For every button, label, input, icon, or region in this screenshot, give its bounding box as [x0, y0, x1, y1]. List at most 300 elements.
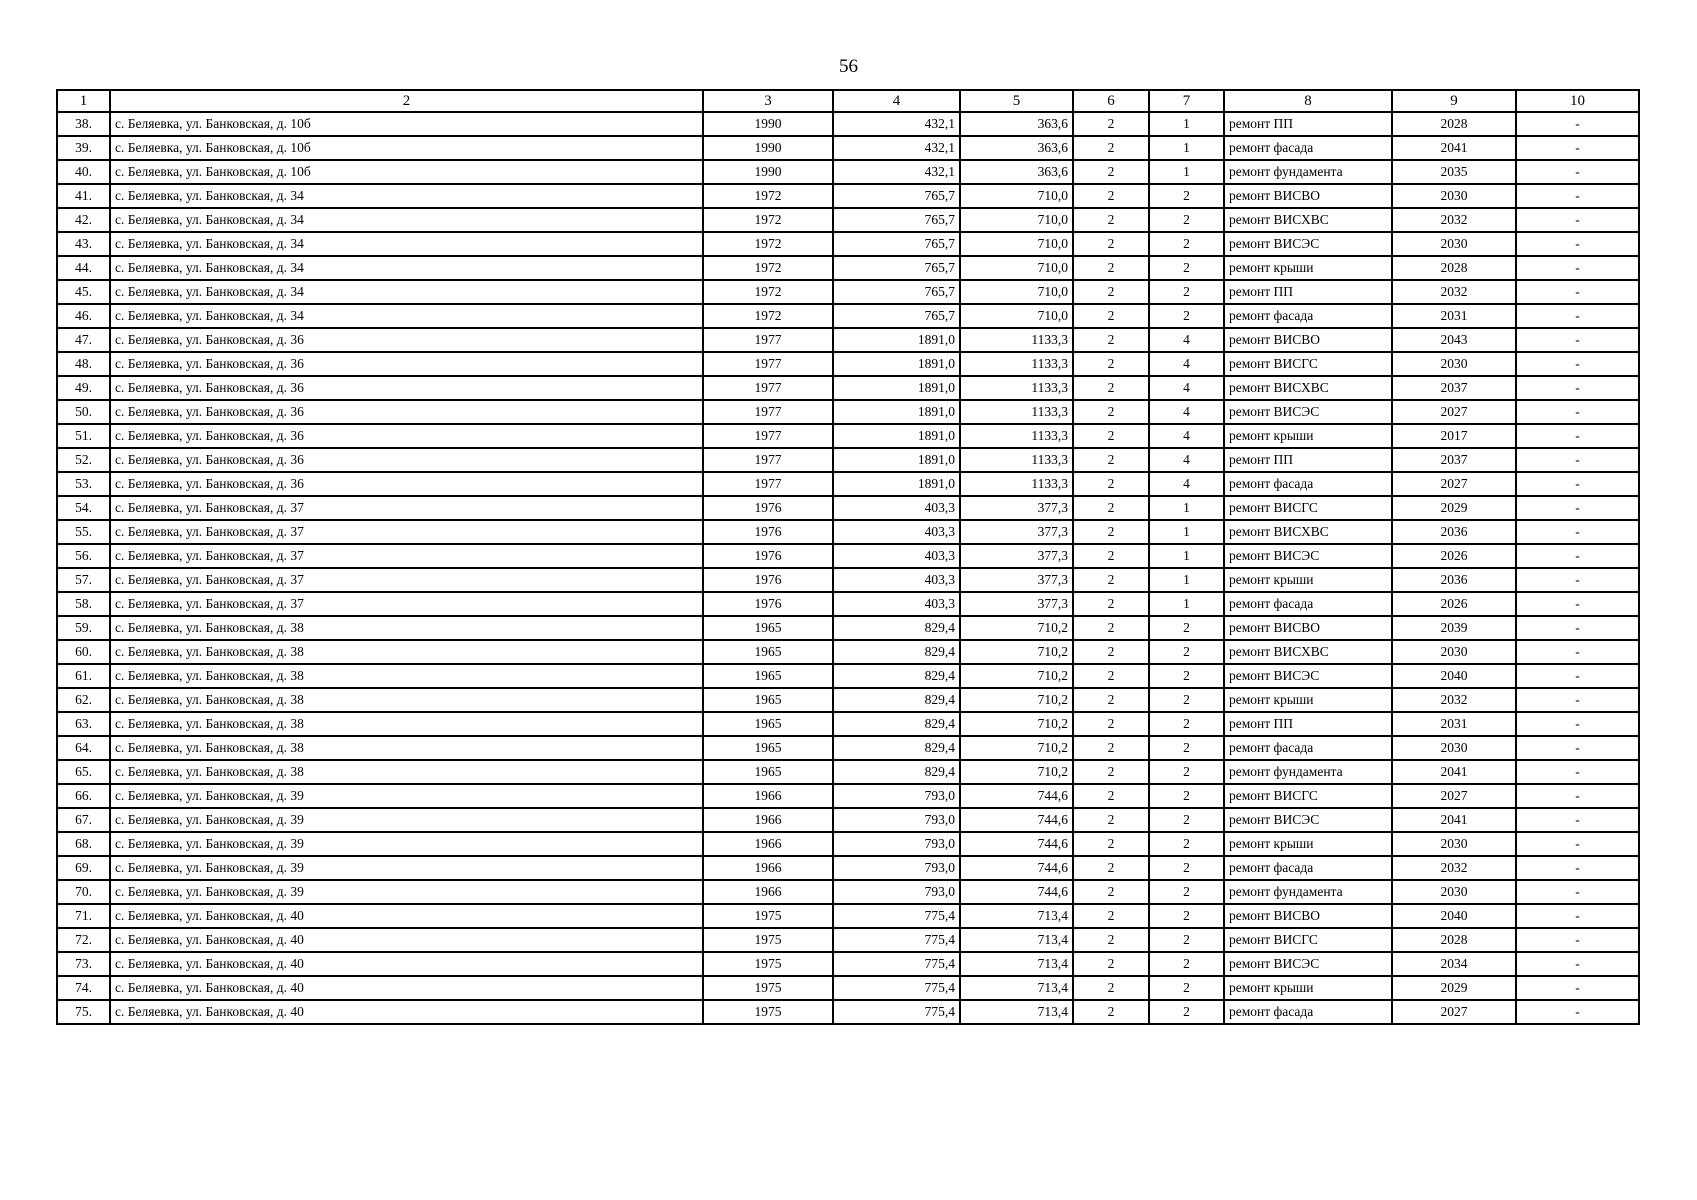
total-area-cell: 403,3: [833, 568, 960, 592]
living-area-cell: 744,6: [960, 880, 1073, 904]
year-cell: 1976: [703, 592, 833, 616]
entrances-cell: 1: [1149, 136, 1224, 160]
living-area-cell: 744,6: [960, 808, 1073, 832]
entrances-cell: 1: [1149, 160, 1224, 184]
column-header: 7: [1149, 90, 1224, 112]
table-row: [57, 544, 1639, 568]
column-header: 9: [1392, 90, 1516, 112]
total-area-cell: 403,3: [833, 544, 960, 568]
note-cell: -: [1516, 976, 1639, 1000]
note-cell: -: [1516, 712, 1639, 736]
note-cell: -: [1516, 208, 1639, 232]
living-area-cell: 377,3: [960, 520, 1073, 544]
row-number-cell: 61.: [57, 664, 110, 688]
row-number-cell: 44.: [57, 256, 110, 280]
address-cell: с. Беляевка, ул. Банковская, д. 36: [110, 328, 703, 352]
row-number-cell: 57.: [57, 568, 110, 592]
row-number-cell: 72.: [57, 928, 110, 952]
entrances-cell: 4: [1149, 376, 1224, 400]
floors-cell: 2: [1073, 328, 1149, 352]
address-cell: с. Беляевка, ул. Банковская, д. 38: [110, 760, 703, 784]
planned-year-cell: 2026: [1392, 592, 1516, 616]
address-cell: с. Беляевка, ул. Банковская, д. 36: [110, 352, 703, 376]
planned-year-cell: 2027: [1392, 472, 1516, 496]
year-cell: 1972: [703, 232, 833, 256]
planned-year-cell: 2040: [1392, 664, 1516, 688]
living-area-cell: 710,2: [960, 664, 1073, 688]
note-cell: -: [1516, 880, 1639, 904]
entrances-cell: 2: [1149, 784, 1224, 808]
work-type-cell: ремонт ВИСЭС: [1224, 952, 1392, 976]
entrances-cell: 2: [1149, 712, 1224, 736]
table-row: [57, 736, 1639, 760]
year-cell: 1965: [703, 712, 833, 736]
year-cell: 1990: [703, 112, 833, 136]
table-body: [57, 112, 1639, 1024]
note-cell: -: [1516, 448, 1639, 472]
note-cell: -: [1516, 760, 1639, 784]
total-area-cell: 775,4: [833, 928, 960, 952]
entrances-cell: 4: [1149, 352, 1224, 376]
living-area-cell: 710,2: [960, 616, 1073, 640]
work-type-cell: ремонт ВИСЭС: [1224, 808, 1392, 832]
note-cell: -: [1516, 472, 1639, 496]
note-cell: -: [1516, 136, 1639, 160]
floors-cell: 2: [1073, 232, 1149, 256]
total-area-cell: 793,0: [833, 784, 960, 808]
total-area-cell: 829,4: [833, 688, 960, 712]
row-number-cell: 51.: [57, 424, 110, 448]
row-number-cell: 38.: [57, 112, 110, 136]
year-cell: 1990: [703, 136, 833, 160]
floors-cell: 2: [1073, 496, 1149, 520]
row-number-cell: 52.: [57, 448, 110, 472]
entrances-cell: 2: [1149, 808, 1224, 832]
planned-year-cell: 2027: [1392, 784, 1516, 808]
living-area-cell: 1133,3: [960, 448, 1073, 472]
living-area-cell: 744,6: [960, 832, 1073, 856]
planned-year-cell: 2030: [1392, 880, 1516, 904]
table-row: [57, 808, 1639, 832]
floors-cell: 2: [1073, 280, 1149, 304]
row-number-cell: 63.: [57, 712, 110, 736]
year-cell: 1977: [703, 328, 833, 352]
row-number-cell: 47.: [57, 328, 110, 352]
floors-cell: 2: [1073, 424, 1149, 448]
entrances-cell: 2: [1149, 232, 1224, 256]
work-type-cell: ремонт крыши: [1224, 688, 1392, 712]
work-type-cell: ремонт ПП: [1224, 112, 1392, 136]
table-row: [57, 856, 1639, 880]
work-type-cell: ремонт фундамента: [1224, 760, 1392, 784]
address-cell: с. Беляевка, ул. Банковская, д. 38: [110, 616, 703, 640]
year-cell: 1972: [703, 304, 833, 328]
entrances-cell: 2: [1149, 736, 1224, 760]
note-cell: -: [1516, 784, 1639, 808]
note-cell: -: [1516, 520, 1639, 544]
address-cell: с. Беляевка, ул. Банковская, д. 38: [110, 712, 703, 736]
table-row: [57, 400, 1639, 424]
floors-cell: 2: [1073, 808, 1149, 832]
living-area-cell: 377,3: [960, 592, 1073, 616]
table-row: [57, 352, 1639, 376]
entrances-cell: 1: [1149, 112, 1224, 136]
work-type-cell: ремонт фасада: [1224, 592, 1392, 616]
floors-cell: 2: [1073, 904, 1149, 928]
work-type-cell: ремонт ВИСЭС: [1224, 544, 1392, 568]
planned-year-cell: 2028: [1392, 256, 1516, 280]
table-row: [57, 976, 1639, 1000]
planned-year-cell: 2041: [1392, 808, 1516, 832]
repair-schedule-table: [56, 89, 1640, 1025]
row-number-cell: 68.: [57, 832, 110, 856]
table-row: [57, 664, 1639, 688]
work-type-cell: ремонт ВИСХВС: [1224, 376, 1392, 400]
planned-year-cell: 2039: [1392, 616, 1516, 640]
work-type-cell: ремонт ВИСХВС: [1224, 208, 1392, 232]
floors-cell: 2: [1073, 712, 1149, 736]
floors-cell: 2: [1073, 952, 1149, 976]
entrances-cell: 2: [1149, 856, 1224, 880]
year-cell: 1966: [703, 808, 833, 832]
year-cell: 1975: [703, 952, 833, 976]
year-cell: 1975: [703, 904, 833, 928]
note-cell: -: [1516, 304, 1639, 328]
year-cell: 1972: [703, 208, 833, 232]
table-row: [57, 712, 1639, 736]
living-area-cell: 1133,3: [960, 400, 1073, 424]
address-cell: с. Беляевка, ул. Банковская, д. 38: [110, 736, 703, 760]
table-row: [57, 688, 1639, 712]
entrances-cell: 2: [1149, 184, 1224, 208]
note-cell: -: [1516, 808, 1639, 832]
floors-cell: 2: [1073, 400, 1149, 424]
work-type-cell: ремонт ВИСВО: [1224, 904, 1392, 928]
planned-year-cell: 2035: [1392, 160, 1516, 184]
row-number-cell: 54.: [57, 496, 110, 520]
total-area-cell: 1891,0: [833, 328, 960, 352]
address-cell: с. Беляевка, ул. Банковская, д. 39: [110, 856, 703, 880]
floors-cell: 2: [1073, 928, 1149, 952]
address-cell: с. Беляевка, ул. Банковская, д. 36: [110, 472, 703, 496]
work-type-cell: ремонт ВИСГС: [1224, 928, 1392, 952]
entrances-cell: 4: [1149, 328, 1224, 352]
floors-cell: 2: [1073, 856, 1149, 880]
year-cell: 1977: [703, 424, 833, 448]
note-cell: -: [1516, 592, 1639, 616]
table-row: [57, 112, 1639, 136]
total-area-cell: 432,1: [833, 136, 960, 160]
note-cell: -: [1516, 160, 1639, 184]
work-type-cell: ремонт ВИСВО: [1224, 184, 1392, 208]
address-cell: с. Беляевка, ул. Банковская, д. 40: [110, 928, 703, 952]
living-area-cell: 710,0: [960, 280, 1073, 304]
planned-year-cell: 2030: [1392, 232, 1516, 256]
planned-year-cell: 2043: [1392, 328, 1516, 352]
table-row: [57, 376, 1639, 400]
work-type-cell: ремонт ПП: [1224, 280, 1392, 304]
note-cell: -: [1516, 904, 1639, 928]
planned-year-cell: 2036: [1392, 520, 1516, 544]
floors-cell: 2: [1073, 160, 1149, 184]
living-area-cell: 710,2: [960, 712, 1073, 736]
living-area-cell: 710,2: [960, 640, 1073, 664]
table-row: [57, 760, 1639, 784]
living-area-cell: 710,0: [960, 184, 1073, 208]
work-type-cell: ремонт ВИСЭС: [1224, 664, 1392, 688]
year-cell: 1965: [703, 760, 833, 784]
work-type-cell: ремонт ВИСГС: [1224, 352, 1392, 376]
work-type-cell: ремонт фасада: [1224, 1000, 1392, 1024]
year-cell: 1966: [703, 784, 833, 808]
total-area-cell: 1891,0: [833, 376, 960, 400]
year-cell: 1977: [703, 448, 833, 472]
address-cell: с. Беляевка, ул. Банковская, д. 38: [110, 640, 703, 664]
note-cell: -: [1516, 568, 1639, 592]
floors-cell: 2: [1073, 640, 1149, 664]
work-type-cell: ремонт ВИСВО: [1224, 328, 1392, 352]
entrances-cell: 1: [1149, 568, 1224, 592]
entrances-cell: 2: [1149, 928, 1224, 952]
row-number-cell: 50.: [57, 400, 110, 424]
planned-year-cell: 2032: [1392, 208, 1516, 232]
year-cell: 1977: [703, 400, 833, 424]
total-area-cell: 829,4: [833, 616, 960, 640]
table-row: [57, 832, 1639, 856]
entrances-cell: 1: [1149, 592, 1224, 616]
row-number-cell: 66.: [57, 784, 110, 808]
row-number-cell: 70.: [57, 880, 110, 904]
entrances-cell: 1: [1149, 496, 1224, 520]
note-cell: -: [1516, 376, 1639, 400]
table-row: [57, 520, 1639, 544]
entrances-cell: 2: [1149, 208, 1224, 232]
address-cell: с. Беляевка, ул. Банковская, д. 34: [110, 208, 703, 232]
table-row: [57, 784, 1639, 808]
floors-cell: 2: [1073, 304, 1149, 328]
planned-year-cell: 2026: [1392, 544, 1516, 568]
floors-cell: 2: [1073, 568, 1149, 592]
planned-year-cell: 2030: [1392, 832, 1516, 856]
floors-cell: 2: [1073, 880, 1149, 904]
total-area-cell: 793,0: [833, 856, 960, 880]
column-header: 8: [1224, 90, 1392, 112]
column-header: 6: [1073, 90, 1149, 112]
entrances-cell: 2: [1149, 1000, 1224, 1024]
table-row: [57, 568, 1639, 592]
table-row: [57, 160, 1639, 184]
row-number-cell: 58.: [57, 592, 110, 616]
note-cell: -: [1516, 616, 1639, 640]
year-cell: 1975: [703, 928, 833, 952]
row-number-cell: 40.: [57, 160, 110, 184]
column-header: 4: [833, 90, 960, 112]
column-header: 1: [57, 90, 110, 112]
planned-year-cell: 2041: [1392, 136, 1516, 160]
entrances-cell: 2: [1149, 880, 1224, 904]
table-row: [57, 448, 1639, 472]
planned-year-cell: 2027: [1392, 1000, 1516, 1024]
work-type-cell: ремонт ВИСЭС: [1224, 400, 1392, 424]
work-type-cell: ремонт крыши: [1224, 256, 1392, 280]
floors-cell: 2: [1073, 184, 1149, 208]
note-cell: -: [1516, 640, 1639, 664]
address-cell: с. Беляевка, ул. Банковская, д. 36: [110, 400, 703, 424]
floors-cell: 2: [1073, 472, 1149, 496]
planned-year-cell: 2028: [1392, 112, 1516, 136]
total-area-cell: 403,3: [833, 496, 960, 520]
planned-year-cell: 2028: [1392, 928, 1516, 952]
planned-year-cell: 2034: [1392, 952, 1516, 976]
column-header: 3: [703, 90, 833, 112]
address-cell: с. Беляевка, ул. Банковская, д. 37: [110, 496, 703, 520]
address-cell: с. Беляевка, ул. Банковская, д. 10б: [110, 160, 703, 184]
living-area-cell: 710,0: [960, 304, 1073, 328]
total-area-cell: 765,7: [833, 232, 960, 256]
work-type-cell: ремонт ВИСГС: [1224, 784, 1392, 808]
year-cell: 1977: [703, 352, 833, 376]
total-area-cell: 829,4: [833, 712, 960, 736]
year-cell: 1990: [703, 160, 833, 184]
total-area-cell: 1891,0: [833, 424, 960, 448]
entrances-cell: 2: [1149, 760, 1224, 784]
planned-year-cell: 2037: [1392, 376, 1516, 400]
work-type-cell: ремонт ВИСЭС: [1224, 232, 1392, 256]
table-row: [57, 208, 1639, 232]
address-cell: с. Беляевка, ул. Банковская, д. 34: [110, 232, 703, 256]
entrances-cell: 4: [1149, 424, 1224, 448]
floors-cell: 2: [1073, 616, 1149, 640]
row-number-cell: 67.: [57, 808, 110, 832]
address-cell: с. Беляевка, ул. Банковская, д. 37: [110, 520, 703, 544]
planned-year-cell: 2029: [1392, 976, 1516, 1000]
entrances-cell: 2: [1149, 904, 1224, 928]
table-row: [57, 640, 1639, 664]
note-cell: -: [1516, 832, 1639, 856]
row-number-cell: 69.: [57, 856, 110, 880]
address-cell: с. Беляевка, ул. Банковская, д. 10б: [110, 112, 703, 136]
total-area-cell: 793,0: [833, 832, 960, 856]
planned-year-cell: 2027: [1392, 400, 1516, 424]
floors-cell: 2: [1073, 1000, 1149, 1024]
year-cell: 1976: [703, 544, 833, 568]
floors-cell: 2: [1073, 544, 1149, 568]
work-type-cell: ремонт фасада: [1224, 472, 1392, 496]
entrances-cell: 2: [1149, 640, 1224, 664]
address-cell: с. Беляевка, ул. Банковская, д. 34: [110, 280, 703, 304]
total-area-cell: 765,7: [833, 256, 960, 280]
floors-cell: 2: [1073, 208, 1149, 232]
work-type-cell: ремонт ПП: [1224, 448, 1392, 472]
entrances-cell: 2: [1149, 976, 1224, 1000]
work-type-cell: ремонт крыши: [1224, 976, 1392, 1000]
address-cell: с. Беляевка, ул. Банковская, д. 39: [110, 808, 703, 832]
note-cell: -: [1516, 688, 1639, 712]
living-area-cell: 363,6: [960, 160, 1073, 184]
row-number-cell: 56.: [57, 544, 110, 568]
total-area-cell: 829,4: [833, 760, 960, 784]
year-cell: 1966: [703, 832, 833, 856]
address-cell: с. Беляевка, ул. Банковская, д. 36: [110, 376, 703, 400]
total-area-cell: 775,4: [833, 952, 960, 976]
row-number-cell: 43.: [57, 232, 110, 256]
row-number-cell: 59.: [57, 616, 110, 640]
total-area-cell: 1891,0: [833, 352, 960, 376]
work-type-cell: ремонт ВИСХВС: [1224, 520, 1392, 544]
living-area-cell: 713,4: [960, 976, 1073, 1000]
note-cell: -: [1516, 280, 1639, 304]
note-cell: -: [1516, 1000, 1639, 1024]
note-cell: -: [1516, 112, 1639, 136]
living-area-cell: 1133,3: [960, 376, 1073, 400]
entrances-cell: 4: [1149, 448, 1224, 472]
entrances-cell: 2: [1149, 280, 1224, 304]
table-row: [57, 616, 1639, 640]
table-row: [57, 424, 1639, 448]
total-area-cell: 1891,0: [833, 472, 960, 496]
floors-cell: 2: [1073, 136, 1149, 160]
year-cell: 1965: [703, 640, 833, 664]
floors-cell: 2: [1073, 448, 1149, 472]
note-cell: -: [1516, 952, 1639, 976]
living-area-cell: 710,2: [960, 736, 1073, 760]
planned-year-cell: 2036: [1392, 568, 1516, 592]
row-number-cell: 48.: [57, 352, 110, 376]
planned-year-cell: 2017: [1392, 424, 1516, 448]
entrances-cell: 2: [1149, 952, 1224, 976]
living-area-cell: 1133,3: [960, 424, 1073, 448]
total-area-cell: 793,0: [833, 808, 960, 832]
column-header: 2: [110, 90, 703, 112]
address-cell: с. Беляевка, ул. Банковская, д. 36: [110, 424, 703, 448]
floors-cell: 2: [1073, 736, 1149, 760]
row-number-cell: 55.: [57, 520, 110, 544]
total-area-cell: 829,4: [833, 736, 960, 760]
table-row: [57, 496, 1639, 520]
year-cell: 1975: [703, 976, 833, 1000]
total-area-cell: 1891,0: [833, 400, 960, 424]
note-cell: -: [1516, 928, 1639, 952]
year-cell: 1965: [703, 736, 833, 760]
entrances-cell: 4: [1149, 472, 1224, 496]
work-type-cell: ремонт ВИСГС: [1224, 496, 1392, 520]
living-area-cell: 377,3: [960, 544, 1073, 568]
work-type-cell: ремонт ВИСХВС: [1224, 640, 1392, 664]
total-area-cell: 775,4: [833, 1000, 960, 1024]
row-number-cell: 49.: [57, 376, 110, 400]
living-area-cell: 710,2: [960, 760, 1073, 784]
table-row: [57, 280, 1639, 304]
planned-year-cell: 2032: [1392, 280, 1516, 304]
address-cell: с. Беляевка, ул. Банковская, д. 40: [110, 904, 703, 928]
table-row: [57, 328, 1639, 352]
year-cell: 1976: [703, 496, 833, 520]
table-row: [57, 304, 1639, 328]
note-cell: -: [1516, 424, 1639, 448]
total-area-cell: 775,4: [833, 904, 960, 928]
work-type-cell: ремонт фасада: [1224, 856, 1392, 880]
table-row: [57, 952, 1639, 976]
note-cell: -: [1516, 664, 1639, 688]
row-number-cell: 73.: [57, 952, 110, 976]
total-area-cell: 765,7: [833, 280, 960, 304]
address-cell: с. Беляевка, ул. Банковская, д. 40: [110, 976, 703, 1000]
living-area-cell: 1133,3: [960, 328, 1073, 352]
floors-cell: 2: [1073, 592, 1149, 616]
row-number-cell: 74.: [57, 976, 110, 1000]
row-number-cell: 64.: [57, 736, 110, 760]
floors-cell: 2: [1073, 112, 1149, 136]
